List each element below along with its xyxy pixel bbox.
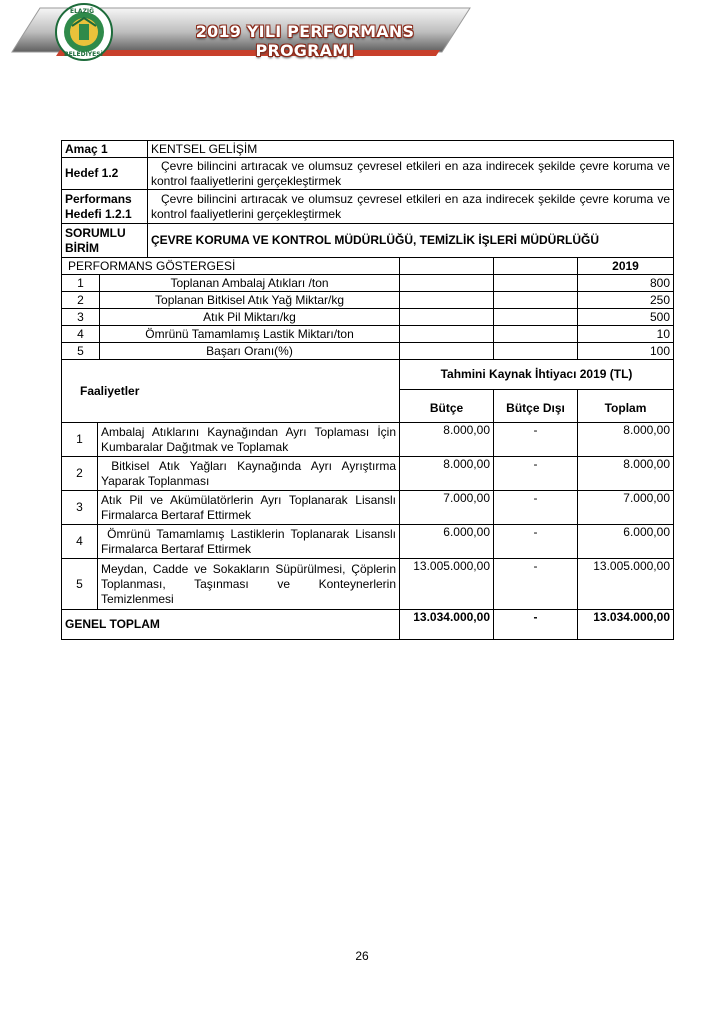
sorumlu-birim-label	[62, 224, 148, 258]
indicator-header-row	[62, 258, 674, 275]
activity-toplam: 7.000,00	[578, 491, 674, 525]
indicator-name: Toplanan Ambalaj Atıkları /ton	[100, 275, 400, 292]
total-row	[62, 610, 674, 640]
performans-hedef-value: Çevre bilincini artıracak ve olumsuz çevresel etkileri en aza indirecek şekilde çevre koruma ve kontrol faaliyetlerini gerçekleştirmek	[148, 190, 674, 224]
activity-butce: 7.000,00	[400, 491, 494, 525]
activity-butce: 6.000,00	[400, 525, 494, 559]
activity-row	[62, 559, 674, 610]
activity-toplam: 8.000,00	[578, 457, 674, 491]
performans-hedef-label-line2: Hedefi 1.2.1	[65, 206, 132, 221]
amac-value: KENTSEL GELİŞİM	[148, 141, 674, 158]
hedef-value: Çevre bilincini artıracak ve olumsuz çevresel etkileri en aza indirecek şekilde çevre koruma ve kontrol faaliyetlerini gerçekleştirmek	[148, 158, 674, 190]
activity-row	[62, 457, 674, 491]
faaliyetler-label: Faaliyetler	[62, 360, 400, 423]
activity-butce-disi: -	[494, 559, 578, 610]
indicator-no: 1	[62, 275, 100, 292]
indicator-table	[61, 257, 674, 360]
activity-no: 1	[62, 423, 98, 457]
col-toplam: Toplam	[578, 390, 674, 423]
activity-butce-disi: -	[494, 491, 578, 525]
indicator-value: 10	[578, 326, 674, 343]
activity-name: Bitkisel Atık Yağları Kaynağında Ayrı Ayrıştırma Yaparak Toplanması	[98, 457, 400, 491]
activity-row	[62, 491, 674, 525]
indicator-blank	[494, 292, 578, 309]
indicator-blank	[400, 275, 494, 292]
indicator-name: Atık Pil Miktarı/kg	[100, 309, 400, 326]
activity-name: Ömrünü Tamamlamış Lastiklerin Toplanarak Lisanslı Firmalarca Bertaraf Ettirmek	[98, 525, 400, 559]
sorumlu-birim-row	[62, 224, 674, 258]
sorumlu-label-line2: BİRİM	[65, 240, 99, 255]
hedef-label: Hedef 1.2	[62, 158, 148, 190]
indicator-header-blank	[400, 258, 494, 275]
activity-butce-disi: -	[494, 525, 578, 559]
indicator-value: 100	[578, 343, 674, 360]
indicator-blank	[400, 343, 494, 360]
amac-row	[62, 141, 674, 158]
indicator-header-blank	[494, 258, 578, 275]
sorumlu-label-line1: SORUMLU	[65, 225, 126, 240]
activities-table	[61, 359, 674, 640]
indicator-row	[62, 343, 674, 360]
performans-hedef-row	[62, 190, 674, 224]
activity-butce-disi: -	[494, 423, 578, 457]
indicator-blank	[494, 326, 578, 343]
indicator-row	[62, 275, 674, 292]
page-number: 26	[355, 949, 369, 963]
resource-header: Tahmini Kaynak İhtiyacı 2019 (TL)	[400, 360, 674, 390]
activity-butce: 8.000,00	[400, 423, 494, 457]
activity-butce: 8.000,00	[400, 457, 494, 491]
activity-name: Atık Pil ve Akümülatörlerin Ayrı Toplanarak Lisanslı Firmalarca Bertaraf Ettirmek	[98, 491, 400, 525]
logo-text-top: ELAZIĞ	[70, 8, 95, 15]
total-toplam: 13.034.000,00	[578, 610, 674, 640]
activity-toplam: 13.005.000,00	[578, 559, 674, 610]
indicator-no: 3	[62, 309, 100, 326]
indicator-name: Toplanan Bitkisel Atık Yağ Miktar/kg	[100, 292, 400, 309]
activity-no: 5	[62, 559, 98, 610]
performans-hedef-label	[62, 190, 148, 224]
total-label: GENEL TOPLAM	[62, 610, 400, 640]
indicator-row	[62, 292, 674, 309]
total-butce: 13.034.000,00	[400, 610, 494, 640]
indicator-value: 500	[578, 309, 674, 326]
indicator-name: Başarı Oranı(%)	[100, 343, 400, 360]
indicator-blank	[400, 309, 494, 326]
activity-butce-disi: -	[494, 457, 578, 491]
indicator-no: 4	[62, 326, 100, 343]
activity-no: 3	[62, 491, 98, 525]
activity-row	[62, 423, 674, 457]
header-banner	[0, 0, 724, 62]
info-table	[61, 140, 674, 258]
activity-toplam: 6.000,00	[578, 525, 674, 559]
indicator-no: 2	[62, 292, 100, 309]
activity-butce: 13.005.000,00	[400, 559, 494, 610]
col-butce-disi: Bütçe Dışı	[494, 390, 578, 423]
indicator-no: 5	[62, 343, 100, 360]
logo-text-bottom: BELEDİYESİ	[64, 51, 103, 58]
indicator-row	[62, 309, 674, 326]
indicator-year: 2019	[578, 258, 674, 275]
banner-title: 2019 YILI PERFORMANS PROGRAMI	[195, 22, 415, 60]
activity-no: 2	[62, 457, 98, 491]
total-butce-disi: -	[494, 610, 578, 640]
activity-name: Meydan, Cadde ve Sokakların Süpürülmesi, Çöplerin Toplanması, Taşınması ve Konteynerlerin Temizlenmesi	[98, 559, 400, 610]
indicator-header: PERFORMANS GÖSTERGESİ	[62, 258, 400, 275]
indicator-row	[62, 326, 674, 343]
resource-header-row	[62, 360, 674, 390]
indicator-blank	[494, 343, 578, 360]
performans-hedef-label-line1: Performans	[65, 191, 132, 206]
hedef-row	[62, 158, 674, 190]
activity-name: Ambalaj Atıklarını Kaynağından Ayrı Toplaması İçin Kumbaralar Dağıtmak ve Toplamak	[98, 423, 400, 457]
col-butce: Bütçe	[400, 390, 494, 423]
activity-toplam: 8.000,00	[578, 423, 674, 457]
activity-row	[62, 525, 674, 559]
indicator-blank	[494, 309, 578, 326]
activity-no: 4	[62, 525, 98, 559]
indicator-value: 250	[578, 292, 674, 309]
amac-label: Amaç 1	[62, 141, 148, 158]
indicator-blank	[400, 292, 494, 309]
indicator-blank	[494, 275, 578, 292]
sorumlu-birim-value: ÇEVRE KORUMA VE KONTROL MÜDÜRLÜĞÜ, TEMİZLİK İŞLERİ MÜDÜRLÜĞÜ	[148, 224, 674, 258]
indicator-value: 800	[578, 275, 674, 292]
indicator-name: Ömrünü Tamamlamış Lastik Miktarı/ton	[100, 326, 400, 343]
indicator-blank	[400, 326, 494, 343]
